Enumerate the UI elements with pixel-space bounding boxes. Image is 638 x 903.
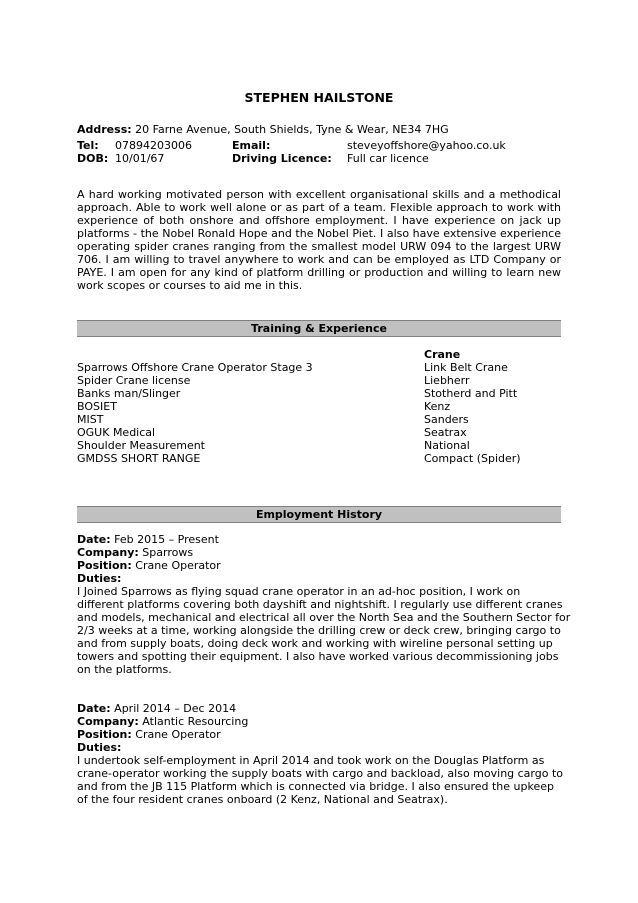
email-label: Email: [232,139,271,152]
address-value: 20 Farne Avenue, South Shields, Tyne & Wear, NE34 7HG [135,123,449,136]
courses-list [77,361,407,465]
duties-line: and from the JB 115 Platform which is connected via bridge. I also ensured the upkeep [77,780,554,793]
duties-line: different platforms covering both dayshift and nightshift. I regularly use different cranes [77,598,563,611]
employment-heading: Employment History [77,506,561,523]
crane-item: Compact (Spider) [424,452,521,465]
training-heading: Training & Experience [77,320,561,337]
course-item: Banks man/Slinger [77,387,181,400]
crane-item: Link Belt Crane [424,361,508,374]
course-item: MIST [77,413,104,426]
duties-line: towers and spotting their equipment. I also have worked various decommissioning jobs [77,650,559,663]
course-item: Shoulder Measurement [77,439,205,452]
address-label: Address: [77,123,132,136]
job-company: Company: Atlantic Resourcing [77,715,249,728]
duties-line: 2/3 weeks at a time, working alongside the drilling crew or deck crew, bringing cargo to [77,624,561,637]
tel-label: Tel: [77,139,99,152]
duties-line: and models, mechanical and electrical all over the North Sea and the Southern Sector for [77,611,571,624]
crane-item: National [424,439,470,452]
job-position: Position: Crane Operator [77,559,221,572]
crane-item: Seatrax [424,426,467,439]
job-duties-label: Duties: [77,741,122,754]
profile-summary [77,188,561,292]
duties-line: crane-operator working the supply boats with cargo and backload, also moving cargo to [77,767,564,780]
licence-label: Driving Licence: [232,152,332,165]
job-duties-label: Duties: [77,572,122,585]
tel-row [77,139,99,152]
job-company: Company: Sparrows [77,546,194,559]
cranes-list [424,361,561,465]
duties-line: I undertook self-employment in April 2014 and took work on the Douglas Platform as [77,754,545,767]
cv-name: STEPHEN HAILSTONE [244,90,394,105]
dob-value: 10/01/67 [115,152,165,165]
course-item: Spider Crane license [77,374,191,387]
crane-item: Liebherr [424,374,470,387]
duties-line: and from supply boats, doing deck work and working with wireline personal setting up [77,637,553,650]
job-entry [77,533,571,676]
job-date: Date: April 2014 – Dec 2014 [77,702,237,715]
crane-item: Kenz [424,400,451,413]
dob-label: DOB: [77,152,109,165]
tel-value: 07894203006 [115,139,192,152]
email-value[interactable]: steveyoffshore@yahoo.co.uk [347,139,506,152]
duties-line: I Joined Sparrows as flying squad crane operator in an ad-hoc position, I work on [77,585,521,598]
job-entry [77,702,564,806]
crane-item: Sanders [424,413,469,426]
course-item: Sparrows Offshore Crane Operator Stage 3 [77,361,313,374]
course-item: OGUK Medical [77,426,156,439]
course-item: GMDSS SHORT RANGE [77,452,201,465]
course-item: BOSIET [77,400,117,413]
summary-text: A hard working motivated person with excellent organisational skills and a methodical approach. Able to work well alone or as part of a team. Flexible approach to work with experience of both onshore and offshore employment. I have experience on jack up platforms - the Nobel Ronald Hope and the Nobel Piet. I also have extensive experience operating spider cranes ranging from the smallest model URW 094 to the largest URW 706. I am willing to travel anywhere to work and can be employed as LTD Company or PAYE. I am open for any kind of platform drilling or production and willing to learn new work scopes or courses to aid me in this. [77,188,561,292]
crane-item: Stotherd and Pitt [424,387,518,400]
crane-heading: Crane [424,348,461,361]
duties-line: of the four resident cranes onboard (2 Kenz, National and Seatrax). [77,793,448,806]
job-date: Date: Feb 2015 – Present [77,533,219,546]
address-row [77,123,449,136]
duties-line: on the platforms. [77,663,172,676]
job-position: Position: Crane Operator [77,728,221,741]
licence-value: Full car licence [347,152,429,165]
